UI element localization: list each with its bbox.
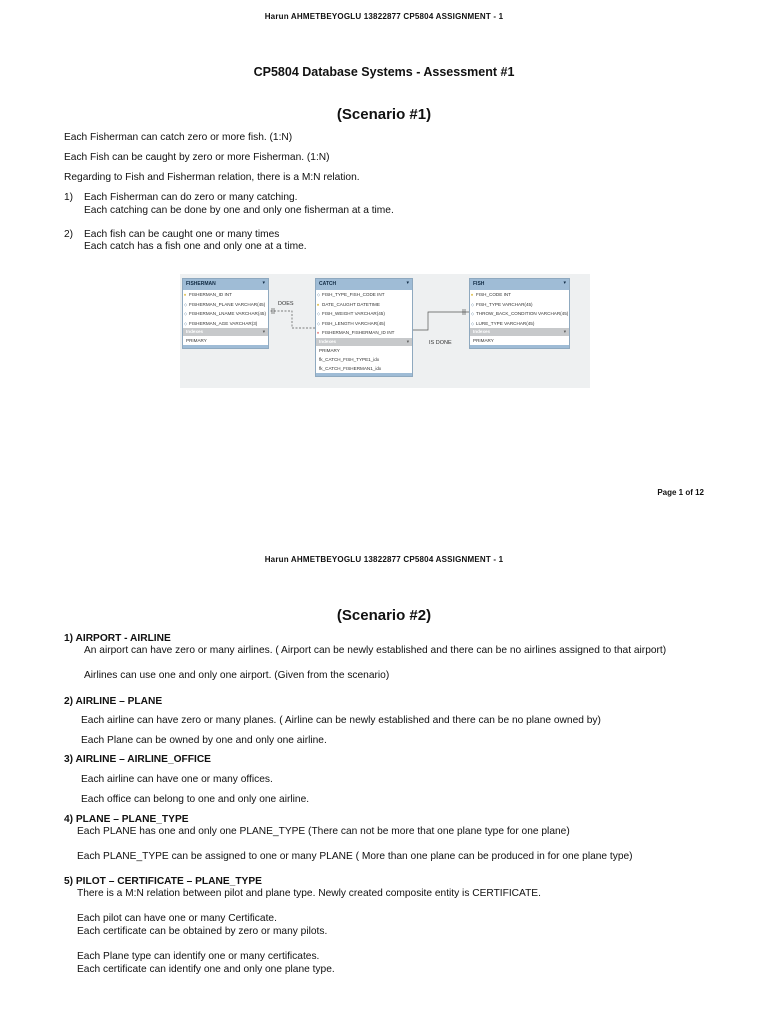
section-heading: 1) AIRPORT - AIRLINE	[64, 633, 171, 644]
table-column: ◇ FISH_TYPE VARCHAR(45)	[470, 300, 569, 310]
indexes-header: Indexes ▾	[183, 328, 268, 336]
text-line: Each PLANE_TYPE can be assigned to one or many PLANE ( More than one plane can be produced in for one plane type)	[77, 851, 633, 862]
item-line: Each fish can be caught one or many times	[84, 229, 280, 240]
section-heading: 3) AIRLINE – AIRLINE_OFFICE	[64, 754, 211, 765]
table-column: ♦ DATE_CAUGHT DATETIME	[316, 300, 412, 310]
index-entry: PRIMARY	[473, 338, 494, 343]
index-entry: PRIMARY	[186, 338, 207, 343]
section-heading: 5) PILOT – CERTIFICATE – PLANE_TYPE	[64, 876, 262, 887]
indexes-header: Indexes ▾	[470, 328, 569, 336]
table-footer	[470, 345, 569, 348]
table-column: ♦ FISHERMAN_ID INT	[183, 290, 268, 300]
table-title: CATCH ▾	[316, 279, 412, 290]
table-column: ◇ FISH_LENGTH VARCHAR(45)	[316, 319, 412, 329]
text-line: Each certificate can identify one and only one plane type.	[77, 964, 335, 975]
text-line: An airport can have zero or many airlines. ( Airport can be newly established and there can be no airlines assigned to that airport)	[84, 645, 667, 656]
text-line: There is a M:N relation between pilot and plane type. Newly created composite entity is CERTIFICATE.	[77, 888, 541, 899]
table-title: FISHERMAN ▾	[183, 279, 268, 290]
table-column: ◇ FISHERMAN_PLANE VARCHAR(45)	[183, 300, 268, 310]
text-line: Airlines can use one and only one airport. (Given from the scenario)	[84, 670, 390, 681]
text-line: Regarding to Fish and Fisherman relation, there is a M:N relation.	[64, 172, 360, 183]
text-line: Each PLANE has one and only one PLANE_TYPE (There can not be more that one plane type for one plane)	[77, 826, 570, 837]
page-header: Harun AHMETBEYOGLU 13822877 CP5804 ASSIGNMENT - 1	[264, 555, 504, 564]
table-column: ◇ FISHERMAN_AGE VARCHAR(3)	[183, 319, 268, 329]
index-entry: PRIMARY	[319, 347, 340, 353]
text-line: Each Fisherman can catch zero or more fish. (1:N)	[64, 132, 293, 143]
relationship-does: DOES	[278, 301, 294, 307]
fish-table[interactable]	[469, 278, 570, 349]
table-column: ◇ FISH_WEIGHT VARCHAR(45)	[316, 309, 412, 319]
scenario-2-title: (Scenario #2)	[336, 607, 432, 624]
section-heading: 4) PLANE – PLANE_TYPE	[64, 814, 189, 825]
text-line: Each airline can have one or many offices.	[81, 774, 273, 785]
page-number: Page 1 of 12	[657, 488, 704, 497]
table-footer	[316, 373, 412, 376]
text-line: Each Plane type can identify one or many certificates.	[77, 951, 320, 962]
table-footer	[183, 345, 268, 348]
item-number: 1)	[64, 192, 74, 203]
table-column: ♦ FISHERMAN_FISHERMAN_ID INT	[316, 328, 412, 338]
table-column: ◇ LURE_TYPE VARCHAR(45)	[470, 319, 569, 329]
text-line: Each certificate can be obtained by zero or many pilots.	[77, 926, 328, 937]
indexes-header: Indexes ▾	[316, 338, 412, 346]
catch-table[interactable]	[315, 278, 413, 377]
index-entry: fk_CATCH_FISHERMAN1_idx	[319, 365, 382, 371]
text-line: Each pilot can have one or many Certificate.	[77, 913, 277, 924]
text-line: Each office can belong to one and only one airline.	[81, 794, 310, 805]
item-line: Each catch has a fish one and only one at a time.	[84, 241, 307, 252]
table-column: ◇ THROW_BACK_CONDITION VARCHAR(45)	[470, 309, 569, 319]
page-header: Harun AHMETBEYOGLU 13822877 CP5804 ASSIGNMENT - 1	[264, 12, 504, 21]
index-entry: fk_CATCH_FISH_TYPE1_idx	[319, 356, 380, 362]
table-title: FISH ▾	[470, 279, 569, 290]
item-line: Each catching can be done by one and only one fisherman at a time.	[84, 205, 394, 216]
table-column: ◇ FISH_TYPE_FISH_CODE INT	[316, 290, 412, 300]
table-column: ♦ FISH_CODE INT	[470, 290, 569, 300]
section-heading: 2) AIRLINE – PLANE	[64, 696, 163, 707]
text-line: Each Plane can be owned by one and only one airline.	[81, 735, 327, 746]
fisherman-table[interactable]	[182, 278, 269, 349]
document-title: CP5804 Database Systems - Assessment #1	[253, 65, 515, 79]
relationship-is-done: IS DONE	[429, 340, 452, 346]
er-diagram	[180, 274, 590, 388]
item-line: Each Fisherman can do zero or many catching.	[84, 192, 298, 203]
text-line: Each airline can have zero or many planes. ( Airline can be newly established and there can be no plane owned by)	[81, 715, 601, 726]
scenario-1-title: (Scenario #1)	[336, 106, 432, 123]
item-number: 2)	[64, 229, 74, 240]
text-line: Each Fish can be caught by zero or more Fisherman. (1:N)	[64, 152, 330, 163]
table-column: ◇ FISHERMAN_LNAME VARCHAR(45)	[183, 309, 268, 319]
